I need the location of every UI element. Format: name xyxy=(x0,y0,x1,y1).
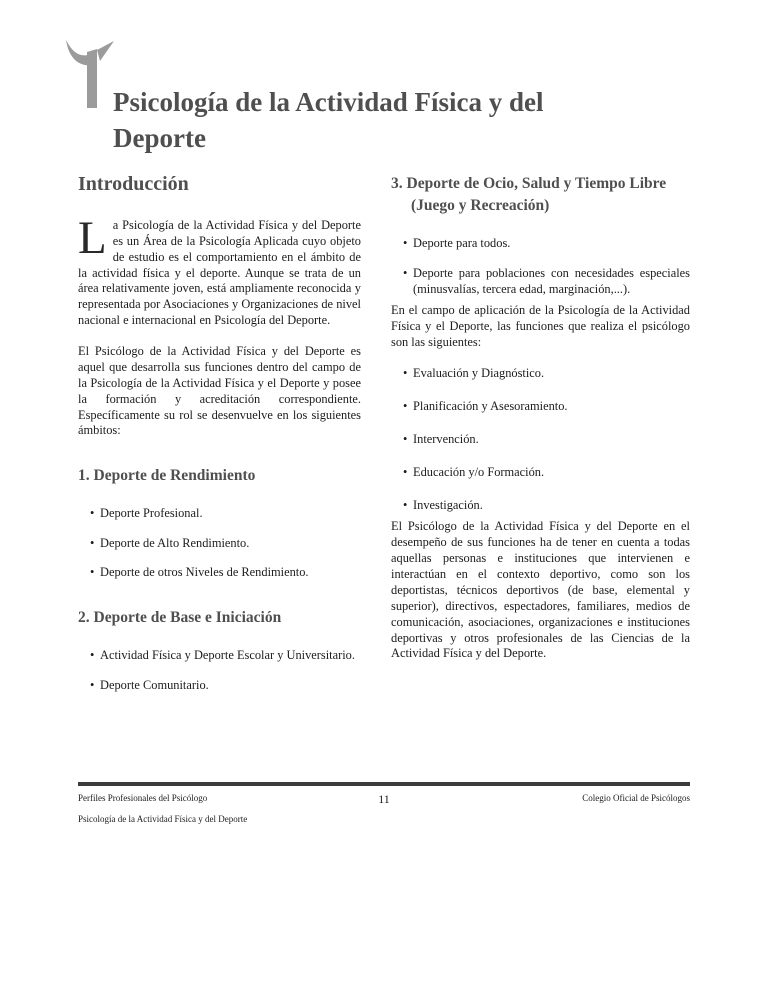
section1-bullet-list xyxy=(78,506,361,582)
list-item: • Deporte de otros Niveles de Rendimiento. xyxy=(90,565,361,581)
list-item: • Planificación y Asesoramiento. xyxy=(403,399,690,415)
footer-document-title: Psicología de la Actividad Física y del Deporte xyxy=(78,813,248,824)
bird-logo-svg xyxy=(66,40,114,108)
list-item: • Educación y/o Formación. xyxy=(403,465,690,481)
footer-publisher: Colegio Oficial de Psicólogos xyxy=(582,793,690,803)
list-item: • Deporte Comunitario. xyxy=(90,678,361,694)
page-footer xyxy=(78,782,690,825)
dropcap-letter: L xyxy=(78,211,107,264)
list-item: • Intervención. xyxy=(403,432,690,448)
section3-bullet-list xyxy=(391,236,690,298)
document-header xyxy=(0,0,768,157)
footer-rule xyxy=(78,782,690,786)
publisher-logo-icon xyxy=(66,40,114,108)
right-column xyxy=(391,173,690,700)
list-item: • Deporte de Alto Rendimiento. xyxy=(90,536,361,552)
section2-bullet-list xyxy=(78,648,361,694)
intro-paragraph-text: a Psicología de la Actividad Física y del Deporte es un Área de la Psicología Aplicada cuyo objeto de estudio es el comportamiento en el ámbito de la actividad física y el deporte. Aunque se trata de un área relativamente joven, está ampliamente reconocida y representada por Asociaciones y Organizaciones de nivel nacional e internacional en Psicología del Deporte. xyxy=(78,217,361,328)
list-item: • Actividad Física y Deporte Escolar y Universitario. xyxy=(90,648,361,664)
footer-series-title: Perfiles Profesionales del Psicólogo xyxy=(78,793,208,803)
list-item: • Deporte Profesional. xyxy=(90,506,361,522)
context-paragraph: El Psicólogo de la Actividad Física y del Deporte en el desempeño de sus funciones ha de tener en cuenta a todas aquellas personas e instituciones que intervienen e interactúan en el contexto deportivo, como son los deportistas, técnicos deportivos (de base, elemental y superior), directivos, espectadores, familiares, medios de comunicación, asociaciones, organizaciones e instituciones deportivas y otros profesionales de las Ciencias de la Actividad Física y del Deporte. xyxy=(391,519,690,661)
list-item: • Deporte para poblaciones con necesidades especiales (minusvalías, tercera edad, marginación,...). xyxy=(403,266,690,298)
intro-heading: Introducción xyxy=(78,172,189,195)
list-item: • Deporte para todos. xyxy=(403,236,690,252)
role-paragraph: El Psicólogo de la Actividad Física y del Deporte es aquel que desarrolla sus funciones dentro del campo de la Psicología de la Actividad Física y el Deporte y posee la formación y acreditación correspondiente. Específicamente su rol se desenvuelve en los siguientes ámbitos: xyxy=(78,344,361,438)
section1-heading: 1. Deporte de Rendimiento xyxy=(78,467,256,485)
page-title: Psicología de la Actividad Física y del Deporte xyxy=(113,87,544,154)
functions-bullet-list xyxy=(391,366,690,513)
section3-heading: 3. Deporte de Ocio, Salud y Tiempo Libre (Juego y Recreación) xyxy=(391,174,667,215)
footer-left-block xyxy=(78,793,378,825)
functions-intro-paragraph: En el campo de aplicación de la Psicología de la Actividad Física y el Deporte, las funciones que realiza el psicólogo son las siguientes: xyxy=(391,303,690,350)
page-number: 11 xyxy=(378,792,390,806)
footer-row xyxy=(78,793,690,825)
section2-heading: 2. Deporte de Base e Iniciación xyxy=(78,609,282,627)
two-column-body xyxy=(0,173,768,700)
left-column xyxy=(78,173,361,700)
intro-paragraph xyxy=(78,211,361,329)
list-item: • Evaluación y Diagnóstico. xyxy=(403,366,690,382)
list-item: • Investigación. xyxy=(403,498,690,514)
